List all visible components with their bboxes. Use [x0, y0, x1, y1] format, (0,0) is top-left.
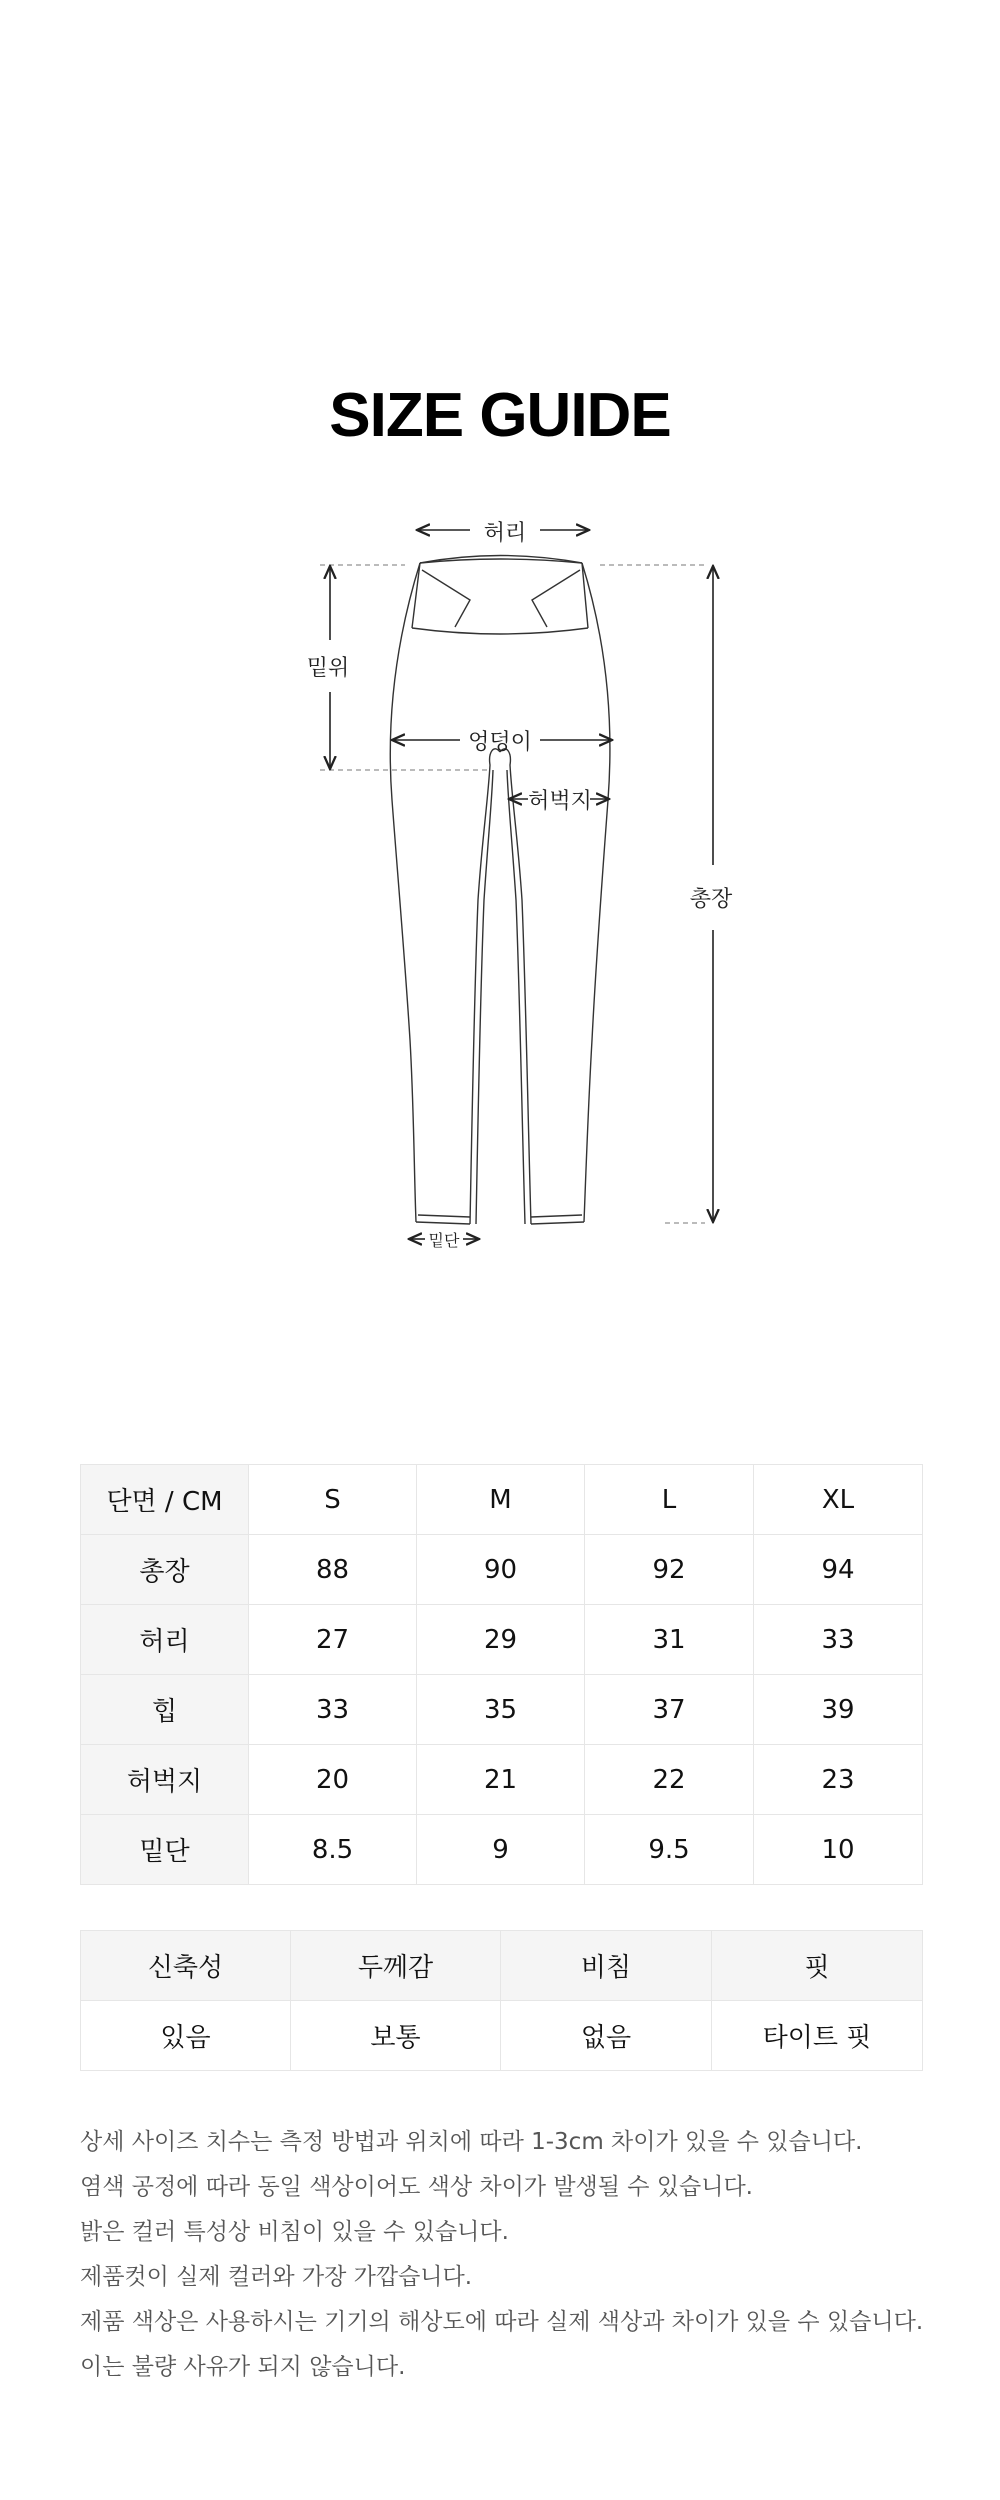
right-leg-outer [582, 563, 610, 1222]
spec-header-cell: 두께감 [291, 1931, 501, 2001]
spec-table-header [81, 1931, 923, 2001]
left-leg-outer [390, 563, 420, 1222]
row-label: 총장 [81, 1535, 249, 1605]
table-cell: 33 [249, 1675, 417, 1745]
table-cell: 33 [754, 1605, 923, 1675]
size-table-header [81, 1465, 923, 1535]
table-row [81, 1605, 923, 1675]
table-cell: 20 [249, 1745, 417, 1815]
table-cell: 39 [754, 1675, 923, 1745]
table-cell: 94 [754, 1535, 923, 1605]
reference-lines [320, 565, 705, 1223]
row-label: 밑단 [81, 1815, 249, 1885]
table-cell: 35 [417, 1675, 585, 1745]
leggings-diagram [0, 480, 1000, 1280]
table-row [81, 1815, 923, 1885]
spec-value-cell: 타이트 핏 [712, 2001, 923, 2071]
note-line: 이는 불량 사유가 되지 않습니다. [80, 2354, 406, 2380]
table-cell: 9 [417, 1815, 585, 1885]
right-leg-inner [500, 749, 531, 1224]
right-hem [531, 1222, 584, 1224]
row-label: 힙 [81, 1675, 249, 1745]
note-line: 제품 색상은 사용하시는 기기의 해상도에 따라 실제 색상과 차이가 있을 수 있습니다. [80, 2309, 924, 2335]
size-header-cell: M [417, 1465, 585, 1535]
note-line: 제품컷이 실제 컬러와 가장 가깝습니다. [80, 2264, 473, 2290]
size-table [80, 1464, 923, 1885]
size-header-cell: XL [754, 1465, 923, 1535]
spec-header-cell: 핏 [712, 1931, 923, 2001]
row-label: 허벅지 [81, 1745, 249, 1815]
table-cell: 21 [417, 1745, 585, 1815]
label-rise: 밑위 [306, 656, 350, 681]
spec-header-cell: 비침 [501, 1931, 712, 2001]
table-row [81, 1675, 923, 1745]
table-cell: 29 [417, 1605, 585, 1675]
table-row [81, 1745, 923, 1815]
table-cell: 37 [585, 1675, 754, 1745]
table-cell: 22 [585, 1745, 754, 1815]
table-row [81, 2001, 923, 2071]
left-leg-inner [470, 749, 500, 1224]
note-line: 염색 공정에 따라 동일 색상이어도 색상 차이가 발생될 수 있습니다. [80, 2174, 753, 2200]
table-cell: 92 [585, 1535, 754, 1605]
size-header-cell: 단면 / CM [81, 1465, 249, 1535]
table-cell: 90 [417, 1535, 585, 1605]
waistband-bottom [412, 628, 588, 634]
note-line: 상세 사이즈 치수는 측정 방법과 위치에 따라 1-3cm 차이가 있을 수 있습니다. [80, 2129, 863, 2155]
row-label: 허리 [81, 1605, 249, 1675]
label-hem: 밑단 [428, 1231, 460, 1250]
notes-list [80, 2120, 960, 2390]
table-cell: 27 [249, 1605, 417, 1675]
table-cell: 88 [249, 1535, 417, 1605]
label-length: 총장 [689, 887, 733, 912]
spec-value-cell: 보통 [291, 2001, 501, 2071]
leggings-outline [390, 556, 610, 1225]
table-cell: 23 [754, 1745, 923, 1815]
spec-table [80, 1930, 923, 2071]
table-cell: 10 [754, 1815, 923, 1885]
table-cell: 8.5 [249, 1815, 417, 1885]
note-line: 밝은 컬러 특성상 비침이 있을 수 있습니다. [80, 2219, 509, 2245]
size-header-cell: S [249, 1465, 417, 1535]
table-cell: 9.5 [585, 1815, 754, 1885]
label-thigh: 허벅지 [528, 789, 592, 814]
label-waist: 허리 [483, 521, 527, 546]
spec-value-cell: 없음 [501, 2001, 712, 2071]
label-hip: 엉덩이 [468, 730, 532, 755]
table-cell: 31 [585, 1605, 754, 1675]
page-title: SIZE GUIDE [329, 381, 671, 450]
table-row [81, 1535, 923, 1605]
spec-value-cell: 있음 [81, 2001, 291, 2071]
size-header-cell: L [585, 1465, 754, 1535]
spec-header-cell: 신축성 [81, 1931, 291, 2001]
left-hem [416, 1222, 470, 1224]
